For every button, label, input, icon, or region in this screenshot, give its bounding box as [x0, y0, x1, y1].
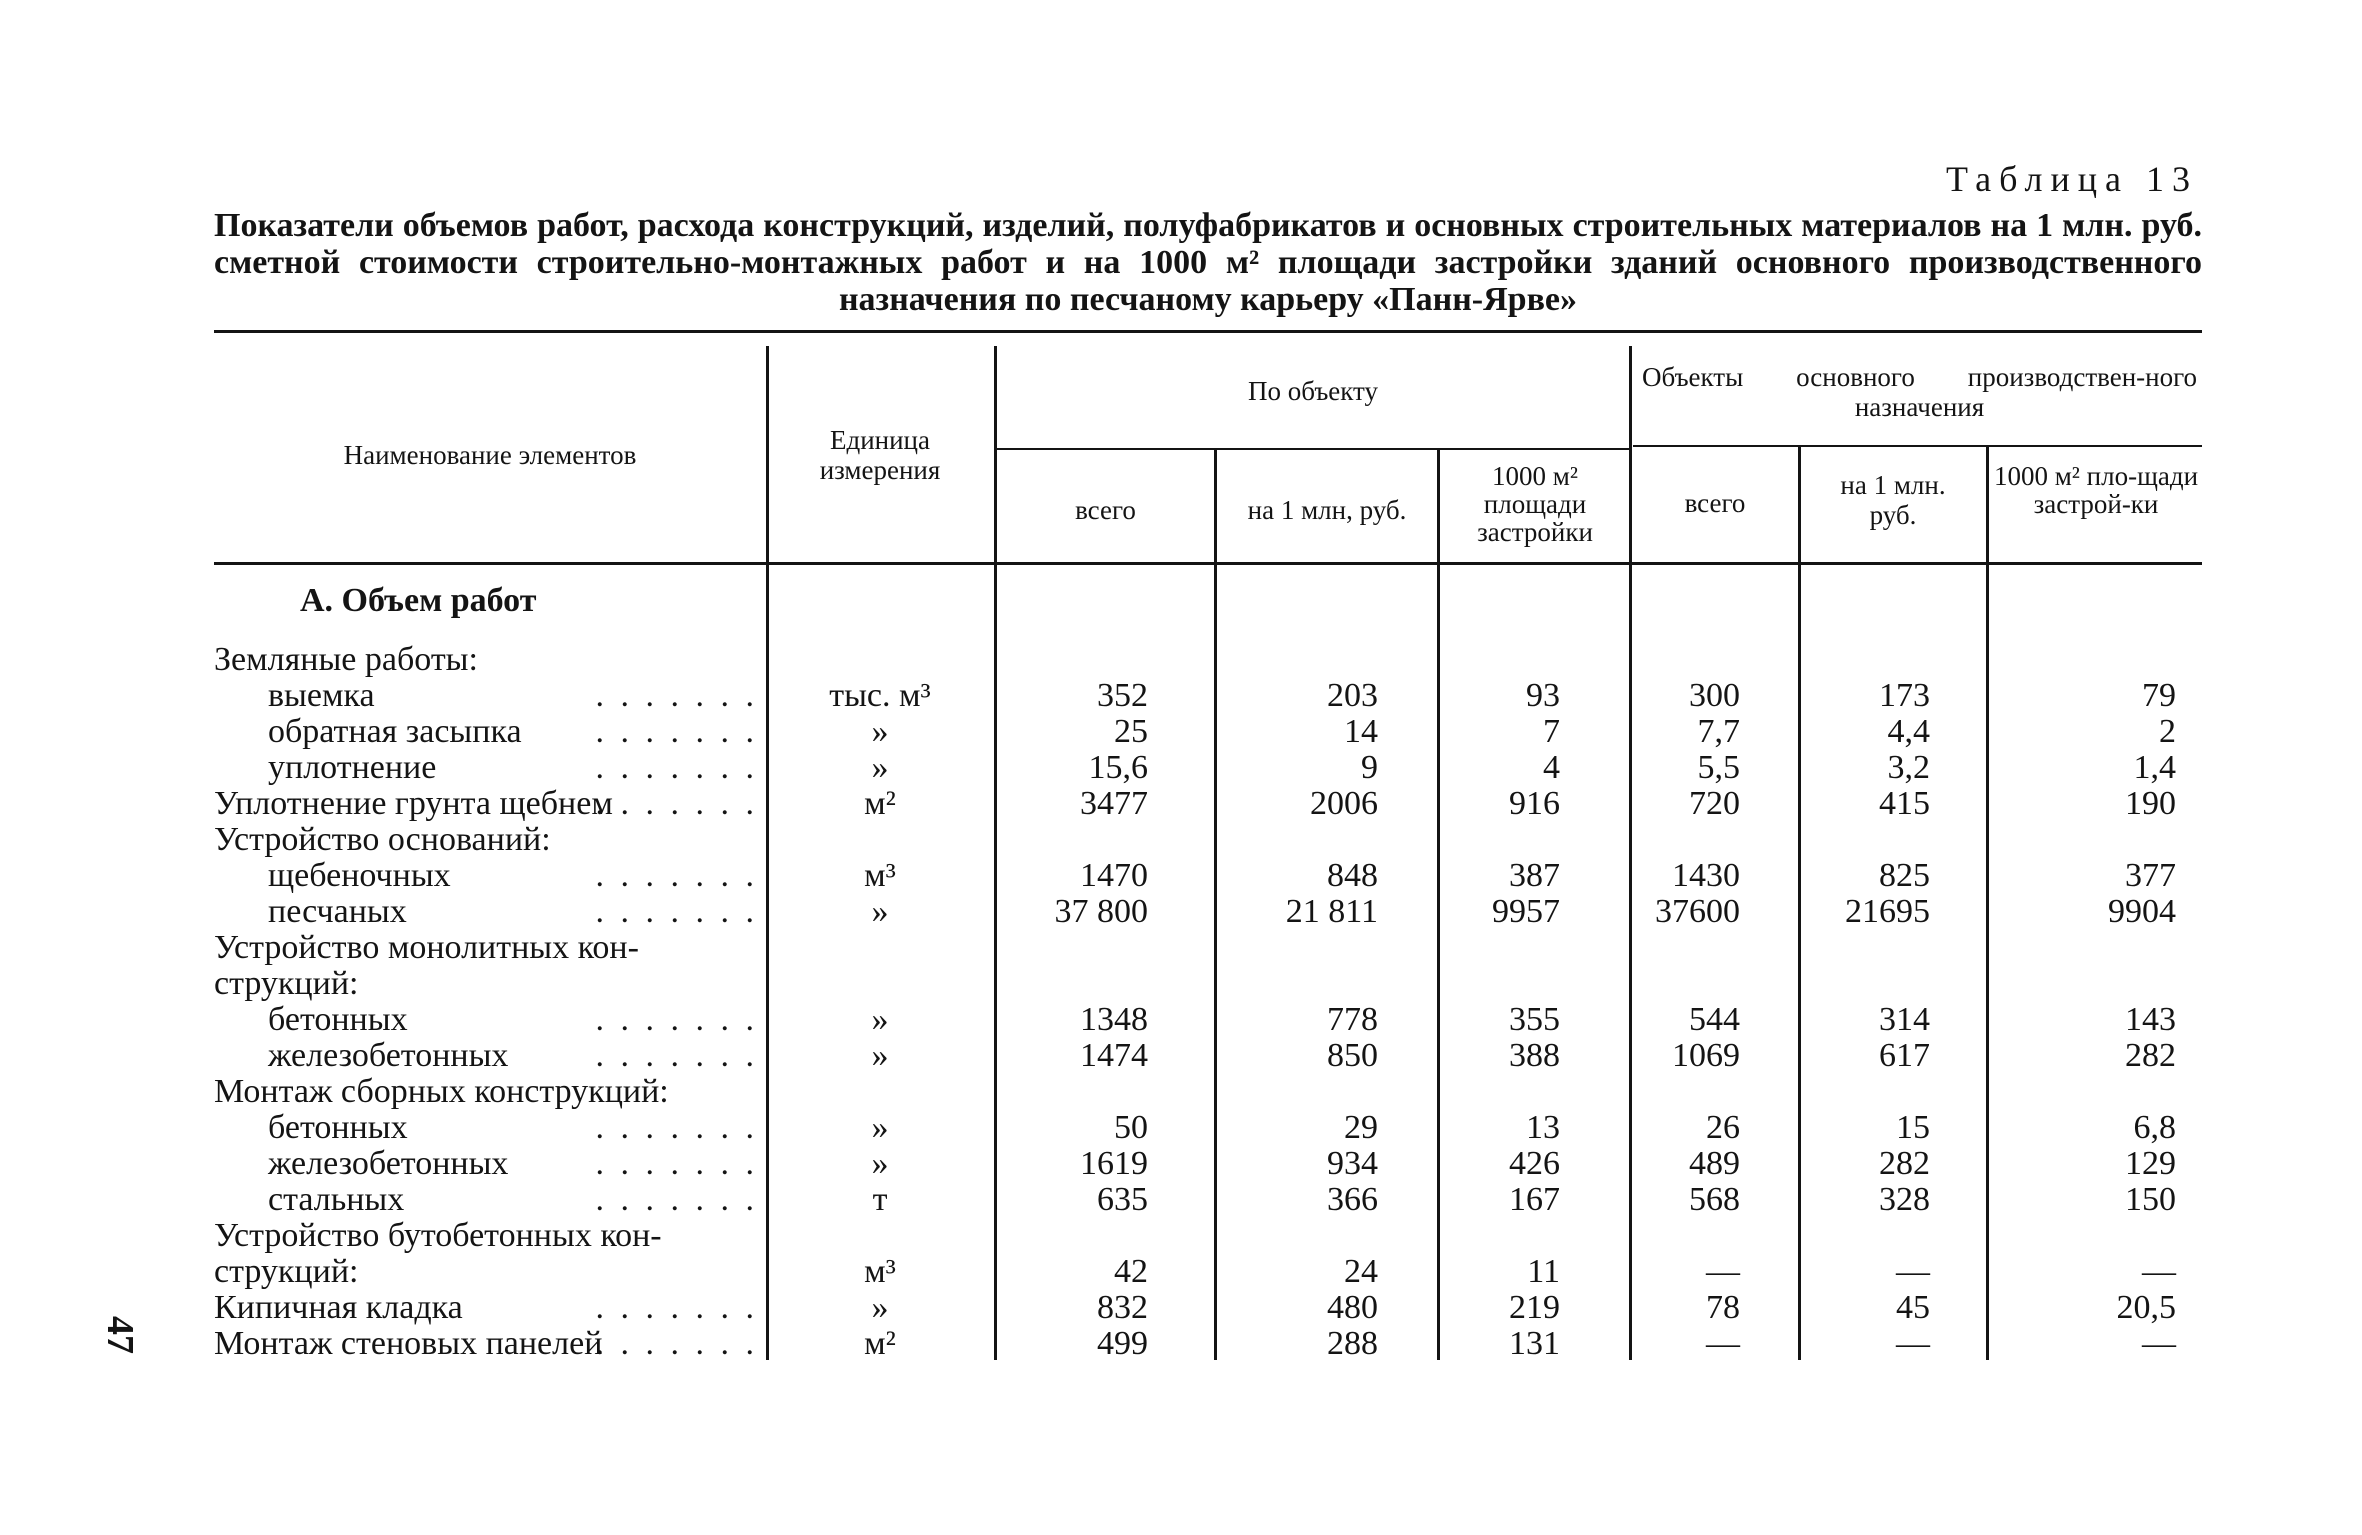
header-unit: Единица измерения: [819, 425, 941, 485]
leader-dots: . . . . . . .: [595, 785, 758, 822]
group1-underline: [997, 448, 1629, 450]
leader-dots: . . . . . . .: [595, 749, 758, 786]
leader-dots: . . . . . . .: [595, 1001, 758, 1038]
row-name: Земляные работы:: [214, 641, 478, 678]
row-value: —: [1896, 1253, 1930, 1290]
table-top-rule: [214, 330, 2202, 333]
leader-dots: . . . . . . .: [595, 893, 758, 930]
row-value: —: [2142, 1253, 2176, 1290]
row-name: обратная засыпка: [268, 713, 522, 750]
leader-dots: . . . . . . .: [595, 857, 758, 894]
row-value: 426: [1509, 1145, 1560, 1182]
row-value: —: [1706, 1253, 1740, 1290]
row-value: 14: [1344, 713, 1378, 750]
leader-dots: . . . . . . .: [595, 713, 758, 750]
row-value: 50: [1114, 1109, 1148, 1146]
row-value: 568: [1689, 1181, 1740, 1218]
row-value: 29: [1344, 1109, 1378, 1146]
row-value: 1348: [1080, 1001, 1148, 1038]
row-name: Устройство оснований:: [214, 821, 551, 858]
table-label: Таблица 13: [1946, 159, 2198, 199]
row-value: 129: [2125, 1145, 2176, 1182]
row-value: 328: [1879, 1181, 1930, 1218]
row-unit: »: [871, 1289, 889, 1326]
row-unit: »: [871, 1145, 889, 1182]
row-value: 21 811: [1285, 893, 1378, 930]
header-bottom-rule: [214, 562, 2202, 565]
row-value: 499: [1097, 1325, 1148, 1362]
row-value: 6,8: [2133, 1109, 2176, 1146]
row-value: 13: [1526, 1109, 1560, 1146]
row-unit: м³: [864, 1253, 896, 1290]
row-value: 93: [1526, 677, 1560, 714]
row-value: 1474: [1080, 1037, 1148, 1074]
row-unit: тыс. м³: [829, 677, 931, 714]
row-value: 489: [1689, 1145, 1740, 1182]
row-name: струкций:: [214, 965, 359, 1002]
row-value: 415: [1879, 785, 1930, 822]
row-value: 11: [1527, 1253, 1560, 1290]
row-name: Уплотнение грунта щебнем: [214, 785, 613, 822]
row-value: 635: [1097, 1181, 1148, 1218]
leader-dots: . . . . . . .: [595, 1037, 758, 1074]
row-value: 832: [1097, 1289, 1148, 1326]
row-value: 544: [1689, 1001, 1740, 1038]
header-g2-per-mln: на 1 млн. руб.: [1840, 470, 1946, 530]
row-value: 4: [1543, 749, 1560, 786]
row-unit: м³: [864, 857, 896, 894]
row-unit: т: [872, 1181, 888, 1218]
row-value: 9957: [1492, 893, 1560, 930]
col-divider-g1-total: [1214, 450, 1217, 1360]
row-value: 848: [1327, 857, 1378, 894]
row-value: 720: [1689, 785, 1740, 822]
row-value: 1470: [1080, 857, 1148, 894]
leader-dots: . . . . . . .: [595, 1325, 758, 1362]
row-name: щебеночных: [268, 857, 451, 894]
row-value: 26: [1706, 1109, 1740, 1146]
row-value: 131: [1509, 1325, 1560, 1362]
row-name: Устройство монолитных кон-: [214, 929, 639, 966]
row-value: 3477: [1080, 785, 1148, 822]
header-g2-per-1000: 1000 м² пло-щади застрой-ки: [1993, 461, 2199, 519]
row-name: железобетонных: [268, 1145, 509, 1182]
row-value: 45: [1896, 1289, 1930, 1326]
row-value: 2006: [1310, 785, 1378, 822]
col-divider-name: [766, 346, 769, 1360]
row-value: 9: [1361, 749, 1378, 786]
header-g1-total: всего: [1075, 495, 1136, 525]
row-value: 288: [1327, 1325, 1378, 1362]
row-name: бетонных: [268, 1001, 408, 1038]
row-value: 9904: [2108, 893, 2176, 930]
row-value: 79: [2142, 677, 2176, 714]
header-group1: По объекту: [1248, 376, 1378, 406]
row-value: 480: [1327, 1289, 1378, 1326]
row-value: 352: [1097, 677, 1148, 714]
row-unit: »: [871, 893, 889, 930]
header-name: Наименование элементов: [343, 440, 637, 470]
row-value: 617: [1879, 1037, 1930, 1074]
header-g2-total: всего: [1684, 488, 1746, 518]
row-value: 78: [1706, 1289, 1740, 1326]
row-unit: »: [871, 749, 889, 786]
group2-underline: [1633, 445, 2202, 447]
row-value: 3,2: [1887, 749, 1930, 786]
table-title: Показатели объемов работ, расхода конструкций, изделий, полуфабрикатов и основных строительных материалов на 1 млн. руб. сметной стоимости строительно-монтажных работ и на 1000 м² площади застройки зданий основного производственного назначения по песчаному карьеру «Панн-Ярве»: [214, 207, 2202, 318]
row-value: 219: [1509, 1289, 1560, 1326]
leader-dots: . . . . . . .: [595, 677, 758, 714]
header-group2: Объекты основного производствен-ного назначения: [1642, 362, 2197, 422]
row-value: 1,4: [2133, 749, 2176, 786]
row-value: 934: [1327, 1145, 1378, 1182]
row-value: 366: [1327, 1181, 1378, 1218]
leader-dots: . . . . . . .: [595, 1109, 758, 1146]
row-value: 387: [1509, 857, 1560, 894]
row-value: —: [2142, 1325, 2176, 1362]
row-value: 7: [1543, 713, 1560, 750]
row-name: железобетонных: [268, 1037, 509, 1074]
row-value: 5,5: [1697, 749, 1740, 786]
row-value: 825: [1879, 857, 1930, 894]
col-divider-g1-mln: [1437, 450, 1440, 1360]
row-value: 850: [1327, 1037, 1378, 1074]
row-value: 282: [1879, 1145, 1930, 1182]
row-value: —: [1896, 1325, 1930, 1362]
header-g1-per-1000: 1000 м² площади застройки: [1477, 461, 1593, 547]
row-value: 1069: [1672, 1037, 1740, 1074]
leader-dots: . . . . . . .: [595, 1181, 758, 1218]
row-value: 916: [1509, 785, 1560, 822]
row-value: 37600: [1655, 893, 1740, 930]
row-value: 1619: [1080, 1145, 1148, 1182]
row-name: Кипичная кладка: [214, 1289, 463, 1326]
row-value: 37 800: [1054, 893, 1148, 930]
row-value: 24: [1344, 1253, 1378, 1290]
row-value: 7,7: [1697, 713, 1740, 750]
row-value: 778: [1327, 1001, 1378, 1038]
row-value: 355: [1509, 1001, 1560, 1038]
row-value: 25: [1114, 713, 1148, 750]
row-value: 190: [2125, 785, 2176, 822]
row-name: Устройство бутобетонных кон-: [214, 1217, 662, 1254]
row-value: —: [1706, 1325, 1740, 1362]
row-value: 314: [1879, 1001, 1930, 1038]
row-unit: »: [871, 1001, 889, 1038]
row-name: струкций:: [214, 1253, 359, 1290]
row-name: песчаных: [268, 893, 407, 930]
row-value: 1430: [1672, 857, 1740, 894]
row-unit: м²: [864, 785, 896, 822]
row-value: 377: [2125, 857, 2176, 894]
row-unit: »: [871, 713, 889, 750]
page-number: 47: [99, 1316, 141, 1354]
col-divider-g2-total: [1798, 446, 1801, 1360]
row-value: 15: [1896, 1109, 1930, 1146]
row-value: 21695: [1845, 893, 1930, 930]
row-unit: »: [871, 1109, 889, 1146]
row-name: Монтаж стеновых панелей: [214, 1325, 603, 1362]
section-heading: А. Объем работ: [300, 582, 537, 619]
row-value: 282: [2125, 1037, 2176, 1074]
row-value: 2: [2159, 713, 2176, 750]
row-value: 15,6: [1088, 749, 1148, 786]
row-name: бетонных: [268, 1109, 408, 1146]
header-g1-per-mln: на 1 млн, руб.: [1247, 495, 1407, 525]
row-unit: м²: [864, 1325, 896, 1362]
row-value: 150: [2125, 1181, 2176, 1218]
leader-dots: . . . . . . .: [595, 1145, 758, 1182]
row-value: 4,4: [1887, 713, 1930, 750]
row-name: уплотнение: [268, 749, 437, 786]
row-unit: »: [871, 1037, 889, 1074]
row-value: 388: [1509, 1037, 1560, 1074]
col-divider-g2-mln: [1986, 446, 1989, 1360]
row-value: 42: [1114, 1253, 1148, 1290]
row-value: 173: [1879, 677, 1930, 714]
row-value: 143: [2125, 1001, 2176, 1038]
row-value: 167: [1509, 1181, 1560, 1218]
row-value: 20,5: [2116, 1289, 2176, 1326]
row-value: 300: [1689, 677, 1740, 714]
row-name: стальных: [268, 1181, 405, 1218]
row-name: Монтаж сборных конструкций:: [214, 1073, 669, 1110]
row-value: 203: [1327, 677, 1378, 714]
row-name: выемка: [268, 677, 375, 714]
leader-dots: . . . . . . .: [595, 1289, 758, 1326]
